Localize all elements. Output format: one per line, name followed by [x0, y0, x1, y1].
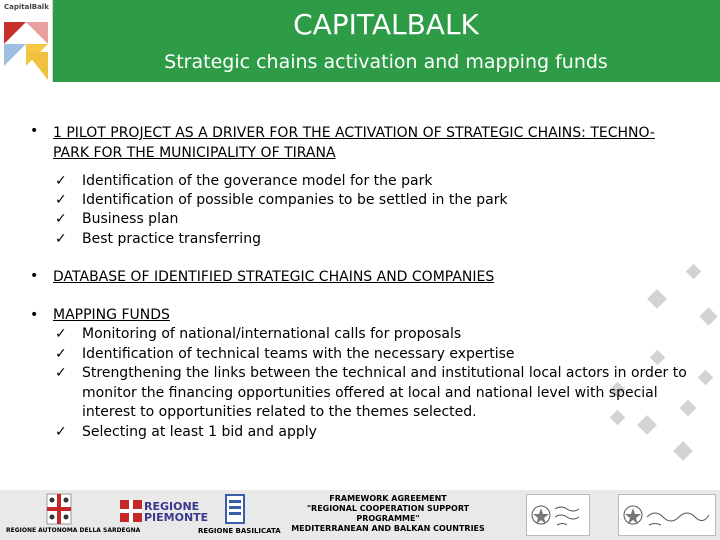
list-item: Strengthening the links between the technical and institutional local actors in order to	[82, 365, 687, 381]
ministry-emblem-icon	[527, 495, 589, 535]
check-icon: ✓	[55, 365, 67, 381]
page-subtitle: Strategic chains activation and mapping funds	[164, 51, 608, 73]
bullet-glyph: •	[30, 268, 39, 284]
piemonte-logo-text: REGIONE PIEMONTE	[144, 500, 209, 524]
list-item: Selecting at least 1 bid and apply	[82, 424, 317, 440]
section-database-heading: DATABASE OF IDENTIFIED STRATEGIC CHAINS AND COMPANIES	[53, 269, 495, 285]
check-icon: ✓	[55, 192, 67, 208]
section-mapping-heading: MAPPING FUNDS	[53, 307, 170, 323]
basilicata-crest-icon	[225, 494, 245, 524]
ministry-logo-1	[526, 494, 590, 536]
check-icon: ✓	[55, 173, 67, 189]
check-icon: ✓	[55, 211, 67, 227]
ministry-emblem-icon	[619, 495, 715, 535]
list-item: Monitoring of national/international calls for proposals	[82, 326, 462, 342]
sardegna-crest-icon	[46, 493, 72, 525]
list-item: Identification of the goverance model for the park	[82, 173, 433, 189]
list-item-continuation: monitor the financing opportunities offered at local and national level with special	[82, 385, 658, 401]
logo-name: CapitalBalk	[4, 3, 49, 11]
sardegna-label: REGIONE AUTONOMA DELLA SARDEGNA	[6, 527, 141, 534]
check-icon: ✓	[55, 231, 67, 247]
bullet-glyph: •	[30, 123, 39, 139]
list-item: Best practice transferring	[82, 231, 261, 247]
check-icon: ✓	[55, 326, 67, 342]
basilicata-label: REGIONE BASILICATA	[198, 527, 281, 535]
page-title: CAPITALBALK	[293, 8, 479, 41]
logo-tagline: · · · · · · · · · · · · · · ·	[4, 11, 19, 19]
list-item: Business plan	[82, 211, 179, 227]
list-item: Identification of possible companies to be settled in the park	[82, 192, 508, 208]
check-icon: ✓	[55, 424, 67, 440]
bullet-glyph: •	[30, 307, 39, 323]
framework-agreement-text: FRAMEWORK AGREEMENT "REGIONAL COOPERATION SUPPORT PROGRAMME" MEDITERRANEAN AND BALKAN COUNTRIES	[291, 494, 485, 533]
check-icon: ✓	[55, 346, 67, 362]
list-item: Identification of technical teams with the necessary expertise	[82, 346, 515, 362]
section-pilot-heading: 1 PILOT PROJECT AS A DRIVER FOR THE ACTIVATION OF STRATEGIC CHAINS: TECHNO- PARK FOR THE MUNICIPALITY OF TIRANA	[53, 125, 655, 161]
footer-band	[0, 490, 720, 540]
ministry-logo-2	[618, 494, 716, 536]
piemonte-crest-icon	[120, 500, 142, 522]
list-item-continuation: interest to opportunities related to the themes selected.	[82, 404, 477, 420]
